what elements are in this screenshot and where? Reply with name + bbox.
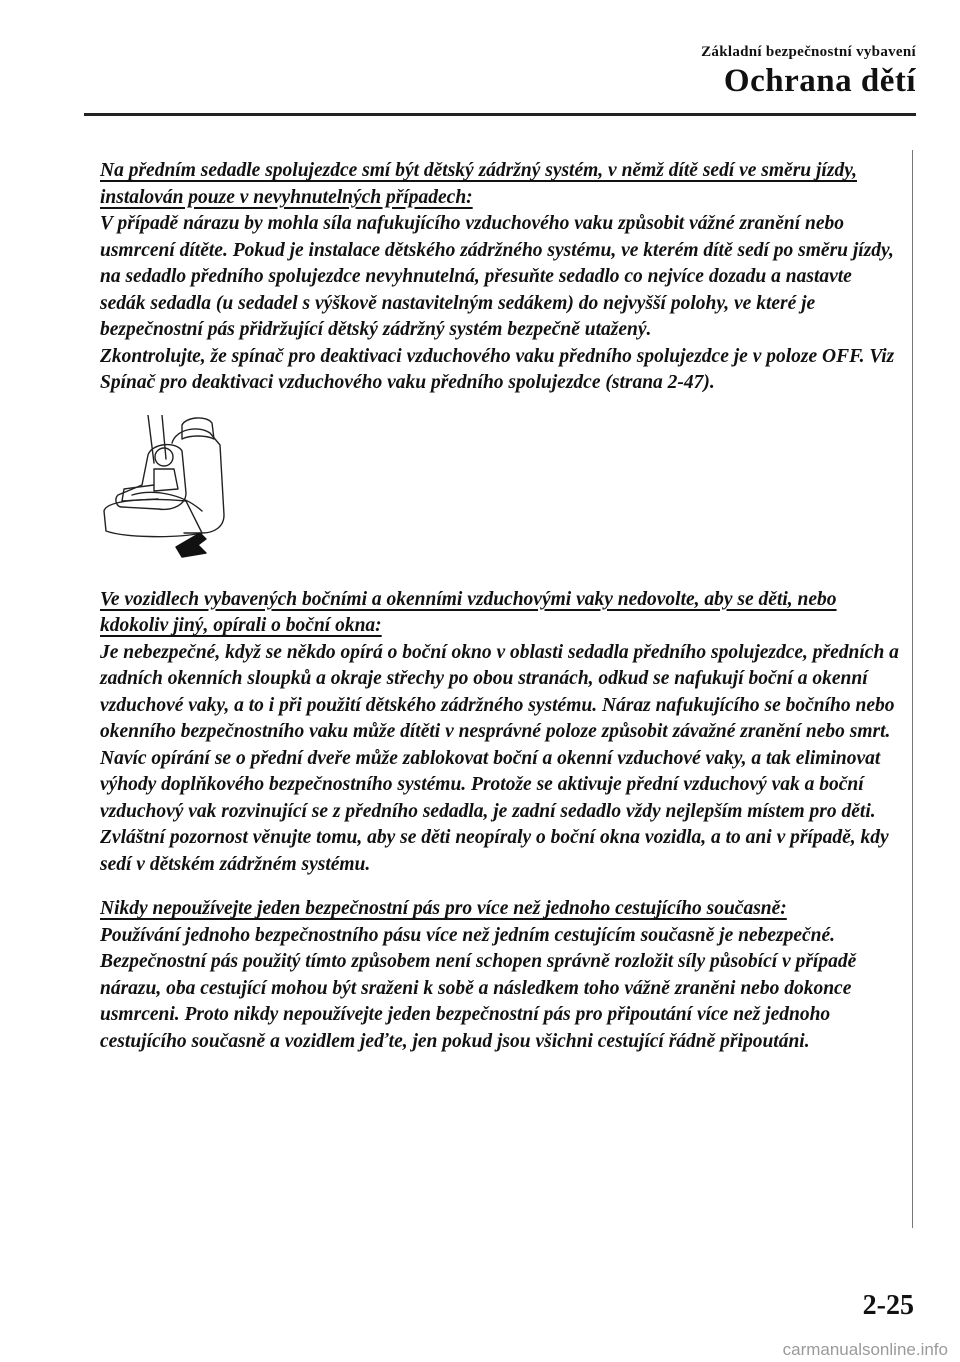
warning-side-windows: [100, 587, 900, 879]
margin-rule: [912, 150, 913, 1228]
chapter-title: Ochrana dětí: [723, 63, 916, 99]
warning-paragraph: Používání jednoho bezpečnostního pásu více než jedním cestujícím současně je nebezpečné. Bezpečnostní pás použitý tímto způsobem není schopen správně rozložit síly působící v případě nárazu, oba cestující mohou být sraženi k sobě a následkem toho vážně zraněni nebo dokonce usmrceni. Proto nikdy nepoužívejte jeden bezpečnostní pás pro připoutání více než jednoho cestujícího současně a vozidlem jeďte, jen pokud jsou všichni cestující řádně připoutáni.: [100, 924, 857, 1052]
warning-body: [100, 923, 900, 1056]
page-number: 2-25: [862, 1290, 914, 1321]
warning-shared-belt: [100, 896, 900, 1055]
warning-title: Na předním sedadle spolujezdce smí být dětský zádržný systém, v němž dítě sedí ve směru jízdy, instalován pouze v nevyhnutelných případech:: [100, 160, 857, 208]
warning-front-seat: [100, 158, 900, 397]
child-seat-forward-facing-icon: [102, 415, 232, 565]
page-content: [100, 158, 900, 1073]
warning-title: Ve vozidlech vybavených bočními a okenními vzduchovými vaky nedovolte, aby se děti, nebo kdokoliv jiný, opírali o boční okna:: [100, 588, 837, 636]
warning-paragraph: V případě nárazu by mohla síla nafukujícího vzduchového vaku způsobit vážné zranění nebo usmrcení dítěte. Pokud je instalace dětského zádržného systému, ve kterém dítě sedí po směru jízdy, na sedadlo předního spolujezdce nevyhnutelná, přesuňte sedadlo co nejvíce dozadu a nastavte sedák sedadla (u sedadel s výškově nastavitelným sedákem) do nejvyšší polohy, ve které je bezpečnostní pás přidržující dětský zádržný systém bezpečně utažený.: [100, 213, 894, 340]
watermark: carmanualsonline.info: [782, 1340, 948, 1359]
warning-body: [100, 640, 900, 879]
page-header: [701, 44, 916, 100]
warning-body: [100, 211, 900, 397]
section-label: Základní bezpečnostní vybavení: [701, 44, 916, 60]
warning-title: Nikdy nepoužívejte jeden bezpečnostní pás pro více než jednoho cestujícího současně:: [100, 898, 787, 919]
warning-paragraph: Zkontrolujte, že spínač pro deaktivaci vzduchového vaku předního spolujezdce je v poloze OFF. Viz Spínač pro deaktivaci vzduchového vaku předního spolujezdce (strana 2-47).: [100, 345, 895, 393]
warning-paragraph: Je nebezpečné, když se někdo opírá o boční okno v oblasti sedadla předního spolujezdce, předních a zadních okenních sloupků a okraje střechy po obou stranách, odkud se nafukují boční a okenní vzduchové vaky, a to i při použití dětského zádržného systému. Náraz nafukujícího se bočního nebo okenního bezpečnostního vaku může dítěti v nesprávné poloze způsobit závažné zranění nebo smrt. Navíc opírání se o přední dveře může zablokovat boční a okenní vzduchové vaky, a tak eliminovat výhody doplňkového bezpečnostního systému. Protože se aktivuje přední vzduchový vak a boční vzduchový vak rozvinující se z předního sedadla, je zadní sedadlo vždy nejlepším místem pro děti. Zvláštní pozornost věnujte tomu, aby se děti neopíraly o boční okna vozidla, a to ani v případě, kdy sedí v dětském zádržném systému.: [100, 641, 899, 875]
header-rule: [84, 113, 916, 116]
